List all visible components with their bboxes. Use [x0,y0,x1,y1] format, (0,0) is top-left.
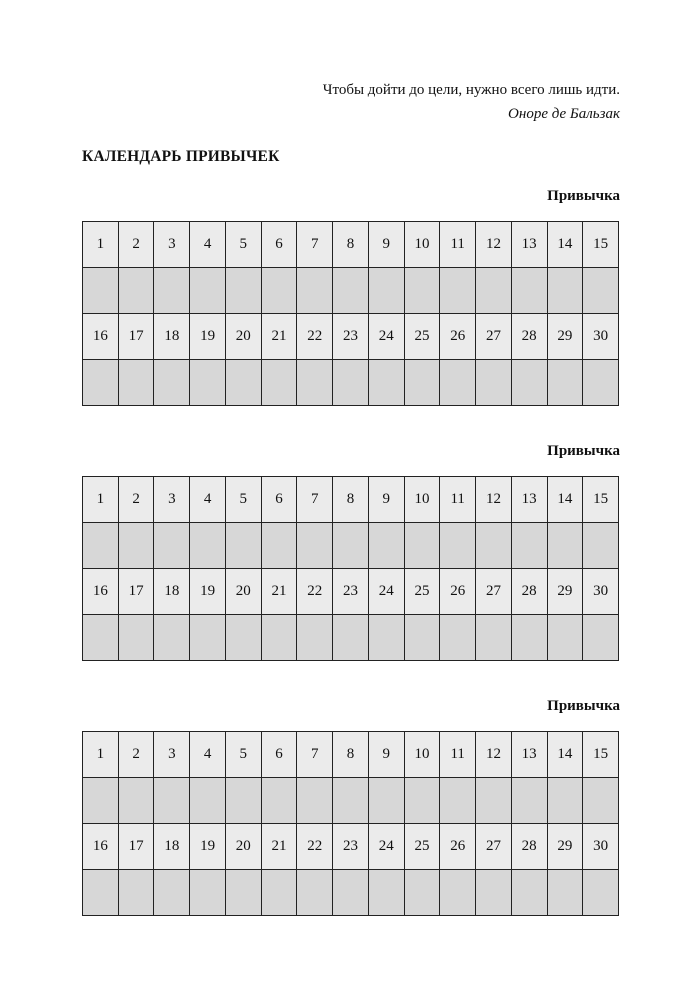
day-number-cell: 22 [297,569,333,614]
day-number-cell: 4 [190,477,226,522]
day-check-cell[interactable] [83,778,119,823]
day-check-cell[interactable] [297,268,333,313]
day-number-cell: 3 [154,477,190,522]
day-check-cell[interactable] [476,523,512,568]
day-number-cell: 25 [405,314,441,359]
day-number-cell: 1 [83,732,119,777]
day-tracking-row [83,777,618,823]
day-tracking-row [83,267,618,313]
day-number-cell: 7 [297,222,333,267]
day-check-cell[interactable] [476,778,512,823]
day-check-cell[interactable] [548,360,584,405]
day-number-cell: 7 [297,477,333,522]
day-check-cell[interactable] [369,778,405,823]
day-number-cell: 15 [583,222,618,267]
day-number-cell: 26 [440,314,476,359]
day-check-cell[interactable] [405,778,441,823]
day-check-cell[interactable] [512,870,548,915]
day-number-cell: 9 [369,222,405,267]
day-check-cell[interactable] [190,268,226,313]
day-tracking-row [83,359,618,405]
day-check-cell[interactable] [583,268,618,313]
day-number-cell: 14 [548,477,584,522]
day-check-cell[interactable] [583,523,618,568]
day-number-cell: 28 [512,569,548,614]
day-number-cell: 19 [190,569,226,614]
day-check-cell[interactable] [405,615,441,660]
day-check-cell[interactable] [154,870,190,915]
day-check-cell[interactable] [297,778,333,823]
day-check-cell[interactable] [262,870,298,915]
day-number-cell: 2 [119,477,155,522]
day-number-cell: 22 [297,824,333,869]
day-check-cell[interactable] [190,870,226,915]
day-check-cell[interactable] [512,523,548,568]
day-check-cell[interactable] [405,523,441,568]
day-number-cell: 26 [440,824,476,869]
page-title: КАЛЕНДАРЬ ПРИВЫЧЕК [82,148,280,165]
day-number-cell: 8 [333,477,369,522]
day-number-cell: 24 [369,569,405,614]
habit-label: Привычка [547,188,620,204]
day-check-cell[interactable] [119,778,155,823]
day-number-cell: 5 [226,477,262,522]
day-number-cell: 20 [226,569,262,614]
habit-calendar-grid [82,731,619,916]
day-check-cell[interactable] [226,870,262,915]
day-check-cell[interactable] [262,268,298,313]
day-check-cell[interactable] [512,268,548,313]
day-check-cell[interactable] [405,268,441,313]
day-number-cell: 16 [83,569,119,614]
day-number-cell: 1 [83,222,119,267]
day-number-cell: 24 [369,314,405,359]
day-check-cell[interactable] [333,523,369,568]
day-check-cell[interactable] [440,523,476,568]
day-number-cell: 21 [262,824,298,869]
day-number-cell: 28 [512,314,548,359]
day-number-cell: 3 [154,732,190,777]
day-number-row [83,732,618,777]
day-check-cell[interactable] [512,778,548,823]
day-check-cell[interactable] [440,360,476,405]
day-number-cell: 15 [583,732,618,777]
day-number-cell: 29 [548,314,584,359]
day-check-cell[interactable] [297,360,333,405]
day-number-cell: 14 [548,732,584,777]
day-check-cell[interactable] [154,523,190,568]
day-check-cell[interactable] [154,360,190,405]
day-tracking-row [83,522,618,568]
day-number-cell: 21 [262,569,298,614]
day-number-cell: 25 [405,569,441,614]
day-check-cell[interactable] [369,615,405,660]
day-check-cell[interactable] [333,360,369,405]
day-number-cell: 25 [405,824,441,869]
day-check-cell[interactable] [119,615,155,660]
day-number-cell: 5 [226,222,262,267]
day-number-cell: 18 [154,569,190,614]
day-number-cell: 21 [262,314,298,359]
day-check-cell[interactable] [583,870,618,915]
day-check-cell[interactable] [83,615,119,660]
quote-text: Чтобы дойти до цели, нужно всего лишь идти. [322,82,620,98]
habit-calendar-grid [82,221,619,406]
day-number-cell: 6 [262,732,298,777]
day-check-cell[interactable] [476,268,512,313]
day-number-row [83,477,618,522]
day-number-cell: 23 [333,314,369,359]
day-number-cell: 14 [548,222,584,267]
day-check-cell[interactable] [333,268,369,313]
day-number-cell: 5 [226,732,262,777]
day-number-cell: 24 [369,824,405,869]
day-check-cell[interactable] [548,268,584,313]
day-number-cell: 17 [119,314,155,359]
day-number-cell: 20 [226,824,262,869]
day-check-cell[interactable] [369,268,405,313]
day-check-cell[interactable] [119,870,155,915]
day-number-cell: 8 [333,222,369,267]
day-check-cell[interactable] [512,360,548,405]
day-number-cell: 12 [476,222,512,267]
day-check-cell[interactable] [333,778,369,823]
day-number-cell: 15 [583,477,618,522]
day-tracking-row [83,614,618,660]
day-check-cell[interactable] [262,360,298,405]
day-number-cell: 11 [440,477,476,522]
day-number-cell: 1 [83,477,119,522]
day-number-cell: 30 [583,314,618,359]
day-check-cell[interactable] [440,615,476,660]
day-check-cell[interactable] [226,523,262,568]
day-check-cell[interactable] [476,360,512,405]
day-check-cell[interactable] [583,360,618,405]
day-number-cell: 11 [440,732,476,777]
day-check-cell[interactable] [369,360,405,405]
day-tracking-row [83,869,618,915]
day-check-cell[interactable] [440,870,476,915]
day-number-cell: 29 [548,824,584,869]
day-number-cell: 18 [154,824,190,869]
day-check-cell[interactable] [333,615,369,660]
day-check-cell[interactable] [548,523,584,568]
quote-author: Оноре де Бальзак [508,106,620,122]
day-number-cell: 13 [512,477,548,522]
day-check-cell[interactable] [154,268,190,313]
day-number-cell: 16 [83,314,119,359]
day-check-cell[interactable] [476,870,512,915]
day-check-cell[interactable] [83,870,119,915]
habit-calendar-grid [82,476,619,661]
day-number-row [83,568,618,614]
day-number-cell: 28 [512,824,548,869]
day-check-cell[interactable] [83,360,119,405]
day-number-cell: 26 [440,569,476,614]
day-check-cell[interactable] [190,615,226,660]
day-number-cell: 13 [512,222,548,267]
day-number-cell: 12 [476,732,512,777]
day-check-cell[interactable] [83,523,119,568]
day-check-cell[interactable] [369,870,405,915]
day-number-cell: 17 [119,569,155,614]
day-check-cell[interactable] [226,615,262,660]
day-check-cell[interactable] [405,360,441,405]
day-number-cell: 23 [333,569,369,614]
day-number-cell: 27 [476,569,512,614]
day-number-cell: 19 [190,824,226,869]
day-number-cell: 2 [119,222,155,267]
day-number-cell: 10 [405,732,441,777]
day-check-cell[interactable] [190,523,226,568]
day-check-cell[interactable] [154,615,190,660]
day-check-cell[interactable] [583,615,618,660]
day-check-cell[interactable] [476,615,512,660]
day-number-cell: 11 [440,222,476,267]
day-check-cell[interactable] [226,360,262,405]
day-check-cell[interactable] [369,523,405,568]
habit-label: Привычка [547,698,620,714]
day-number-cell: 16 [83,824,119,869]
day-check-cell[interactable] [190,778,226,823]
day-check-cell[interactable] [548,778,584,823]
epigraph [323,78,620,126]
day-number-cell: 3 [154,222,190,267]
day-number-cell: 30 [583,824,618,869]
day-number-cell: 27 [476,824,512,869]
day-number-cell: 30 [583,569,618,614]
day-check-cell[interactable] [440,268,476,313]
day-number-cell: 2 [119,732,155,777]
day-check-cell[interactable] [154,778,190,823]
day-number-row [83,313,618,359]
day-number-cell: 12 [476,477,512,522]
day-check-cell[interactable] [119,268,155,313]
day-check-cell[interactable] [226,778,262,823]
day-number-cell: 22 [297,314,333,359]
day-number-cell: 13 [512,732,548,777]
day-number-cell: 17 [119,824,155,869]
day-check-cell[interactable] [297,523,333,568]
day-check-cell[interactable] [119,523,155,568]
day-check-cell[interactable] [262,778,298,823]
day-number-cell: 4 [190,222,226,267]
day-number-cell: 27 [476,314,512,359]
habit-label: Привычка [547,443,620,459]
day-number-cell: 18 [154,314,190,359]
day-check-cell[interactable] [297,615,333,660]
day-number-cell: 19 [190,314,226,359]
day-check-cell[interactable] [297,870,333,915]
day-check-cell[interactable] [119,360,155,405]
day-check-cell[interactable] [190,360,226,405]
day-check-cell[interactable] [83,268,119,313]
day-check-cell[interactable] [548,615,584,660]
day-number-row [83,823,618,869]
day-number-cell: 29 [548,569,584,614]
day-check-cell[interactable] [548,870,584,915]
day-check-cell[interactable] [262,523,298,568]
day-number-cell: 8 [333,732,369,777]
day-check-cell[interactable] [226,268,262,313]
day-number-cell: 23 [333,824,369,869]
day-number-cell: 9 [369,477,405,522]
day-number-row [83,222,618,267]
day-number-cell: 10 [405,222,441,267]
day-check-cell[interactable] [405,870,441,915]
day-number-cell: 7 [297,732,333,777]
day-check-cell[interactable] [583,778,618,823]
day-check-cell[interactable] [262,615,298,660]
day-check-cell[interactable] [440,778,476,823]
day-number-cell: 9 [369,732,405,777]
day-check-cell[interactable] [333,870,369,915]
day-number-cell: 4 [190,732,226,777]
day-number-cell: 6 [262,222,298,267]
day-number-cell: 20 [226,314,262,359]
day-number-cell: 6 [262,477,298,522]
day-check-cell[interactable] [512,615,548,660]
day-number-cell: 10 [405,477,441,522]
